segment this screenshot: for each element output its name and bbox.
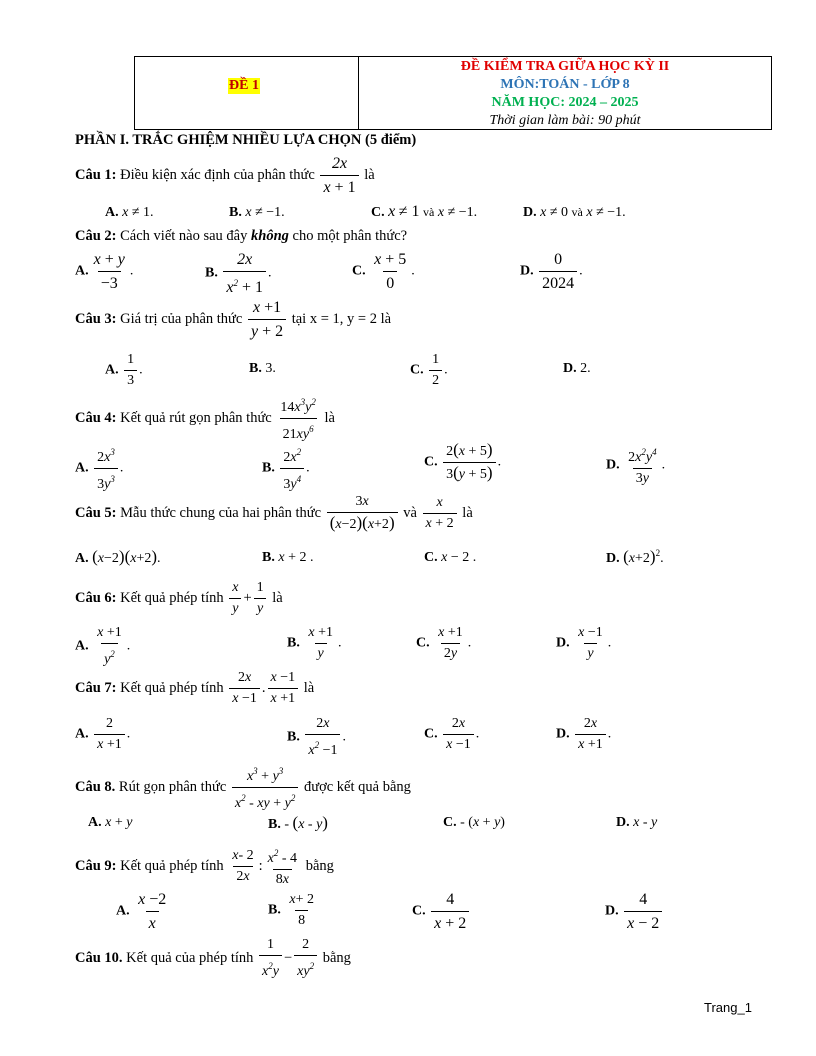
- option-a: A. (x−2)(x+2).: [75, 547, 161, 566]
- option-label: D.: [606, 551, 620, 566]
- exam-title: ĐỀ KIỂM TRA GIỮA HỌC KỲ II: [460, 59, 670, 74]
- question-label: Câu 7:: [75, 679, 117, 696]
- option-b: B. $\frac{x+ 2}{8}$: [268, 892, 314, 928]
- question-text: Rút gọn phân thức: [118, 778, 227, 795]
- option-a: A. $\frac{x +1}{y^2}$ .: [75, 625, 131, 667]
- question-2: [75, 228, 407, 245]
- fraction: $\frac{x +1}{y + 2}$: [248, 298, 286, 341]
- option-c: C. $\frac{x +1}{2y}$ .: [416, 625, 472, 661]
- question-text: Kết quả rút gọn phân thức: [120, 409, 272, 426]
- option-label: B.: [229, 205, 242, 220]
- option-b: B. $\frac{2x}{x^2 + 1}$ .: [205, 251, 272, 296]
- question-9: Câu 9: Kết quả phép tính $\frac{x- 2}{2x}$ : $\frac{x^2 - 4}{8x}$ bằng: [75, 845, 334, 888]
- question-label: Câu 8.: [75, 778, 116, 795]
- option-a: A. $\frac{2x^3}{3y^3}$ .: [75, 447, 124, 492]
- option-c: C. $\frac{4}{x + 2}$: [412, 890, 471, 933]
- question-text: Giá trị của phân thức: [120, 310, 243, 327]
- option-c: C. - (x + y): [443, 815, 505, 830]
- fraction: $\frac{3x}{(x-2)(x+2)}$: [327, 494, 398, 533]
- option-label: D.: [556, 726, 570, 742]
- option-label: D.: [556, 635, 570, 651]
- option-label: C.: [371, 205, 385, 220]
- fraction: $\frac{14x^3y^2}{21xy^6}$: [280, 397, 316, 442]
- fraction: $\frac{1}{x^2y}$: [259, 937, 282, 980]
- and-text: và: [423, 205, 435, 219]
- question-label: Câu 10.: [75, 949, 123, 966]
- option-d: D. $\frac{x -1}{y}$ .: [556, 625, 612, 661]
- option-d: D. $\frac{2x^2y^4}{3y}$ .: [606, 447, 666, 486]
- question-label: Câu 5:: [75, 504, 117, 521]
- option-a: A. $\frac{x -2}{x}$: [116, 891, 167, 932]
- question-3: [75, 298, 391, 341]
- option-label: B.: [262, 460, 275, 476]
- question-text: Cách viết nào sau đây: [120, 228, 248, 244]
- option-label: A.: [105, 362, 119, 378]
- question-text-mid: và: [403, 504, 417, 521]
- exam-info-cell: [359, 57, 771, 130]
- option-label: B.: [287, 729, 300, 745]
- question-label: Câu 4:: [75, 409, 117, 426]
- option-b: B. $\frac{x +1}{y}$ .: [287, 625, 342, 661]
- option-c: C. x ≠ 1 và x ≠ −1.: [371, 203, 478, 220]
- exam-year: NĂM HỌC: 2024 – 2025: [491, 95, 639, 110]
- option-d: D. x ≠ 0 và x ≠ −1.: [523, 205, 626, 220]
- option-c: C. $\frac{2(x + 5)}{3(y + 5)}$ .: [424, 440, 502, 482]
- option-label: D.: [523, 205, 537, 220]
- question-text-after: là: [324, 409, 335, 426]
- option-label: B.: [268, 817, 281, 832]
- question-text-after: cho một phân thức?: [292, 228, 408, 244]
- option-label: B.: [268, 902, 281, 918]
- question-text: Kết quả của phép tính: [126, 949, 254, 966]
- fraction: $\frac{2x}{x + 1}$: [320, 154, 358, 197]
- question-4: [75, 394, 335, 443]
- question-text-after: bằng: [322, 949, 351, 966]
- question-text: Kết quả phép tính: [120, 589, 224, 606]
- question-10: Câu 10. Kết quả của phép tính $\frac{1}{x^2y}$ − $\frac{2}{xy^2}$ bằng: [75, 937, 351, 979]
- question-text-after: được kết quả bằng: [303, 778, 411, 795]
- option-a: A. x + y: [88, 815, 133, 830]
- option-a: A. $\frac{1}{3}$ .: [105, 352, 143, 388]
- fraction: $\frac{2x}{x -1}$: [229, 670, 260, 707]
- question-1: [75, 154, 375, 197]
- option-b: B. x + 2 .: [262, 550, 314, 565]
- option-b: B. - (x - y): [268, 813, 328, 832]
- question-text-after: là: [364, 166, 375, 183]
- question-label: Câu 2:: [75, 228, 117, 244]
- option-a: A. $\frac{2}{x +1}$ .: [75, 716, 131, 752]
- question-text: Mẫu thức chung của hai phân thức: [120, 504, 322, 521]
- question-8: [75, 763, 411, 812]
- question-text: Điều kiện xác định của phân thức: [120, 166, 315, 183]
- option-label: D.: [605, 903, 619, 919]
- exam-duration: Thời gian làm bài: 90 phút: [489, 113, 641, 128]
- option-label: B.: [262, 550, 275, 565]
- option-d: D. $\frac{2x}{x +1}$ .: [556, 716, 612, 752]
- fraction: $\frac{x}{x + 2}$: [423, 495, 457, 532]
- option-label: C.: [424, 550, 438, 565]
- option-label: B.: [287, 635, 300, 651]
- option-label: C.: [416, 635, 430, 651]
- option-d: D. 2.: [563, 361, 591, 376]
- option-d: D. $(x+2)^2$.: [606, 547, 664, 566]
- option-label: C.: [412, 903, 426, 919]
- option-d: D. $\frac{0}{2024}$ .: [520, 251, 583, 292]
- option-label: C.: [443, 815, 457, 830]
- fraction: $\frac{1}{y}$: [254, 580, 267, 617]
- question-text: Kết quả phép tính: [120, 857, 224, 874]
- exam-code-cell: [135, 57, 359, 129]
- question-emphasis: không: [251, 228, 289, 244]
- option-b: B. $\frac{2x^2}{3y^4}$ .: [262, 447, 310, 492]
- question-label: Câu 9:: [75, 857, 117, 874]
- and-text: và: [571, 205, 583, 219]
- option-label: B.: [249, 361, 262, 376]
- option-c: C. $\frac{2x}{x -1}$ .: [424, 716, 480, 752]
- exam-code: ĐỀ 1: [229, 78, 259, 93]
- question-text-after: tại x = 1, y = 2 là: [291, 310, 392, 327]
- option-label: A.: [75, 638, 89, 654]
- question-text-after: là: [303, 679, 315, 696]
- fraction: $\frac{x- 2}{2x}$: [232, 848, 254, 884]
- option-d: D. x - y: [616, 815, 658, 830]
- option-label: D.: [563, 361, 577, 376]
- option-d: D. $\frac{4}{x - 2}$: [605, 890, 664, 933]
- exam-header-table: [134, 56, 772, 130]
- fraction: $\frac{x}{y}$: [229, 580, 241, 617]
- question-label: Câu 1:: [75, 166, 117, 183]
- option-a: A. $\frac{x + y}{-3}$ .: [75, 251, 134, 292]
- question-6: Câu 6: Kết quả phép tính $\frac{x}{y}$ + $\frac{1}{y}$ là: [75, 580, 283, 616]
- page-number: Trang_1: [704, 1000, 752, 1015]
- question-text-after: bằng: [305, 857, 334, 874]
- fraction: $\frac{2}{xy^2}$: [294, 937, 317, 980]
- option-label: D.: [606, 457, 620, 473]
- option-b: B. 3.: [249, 361, 276, 376]
- option-c: C. $\frac{1}{2}$ .: [410, 352, 448, 388]
- option-label: C.: [424, 726, 438, 742]
- fraction: $\frac{x^3 + y^3}{x^2 - xy + y^2}$: [232, 763, 298, 812]
- section-title: PHẦN I. TRẮC GHIỆM NHIỀU LỰA CHỌN (5 điểm): [75, 132, 417, 148]
- option-label: A.: [75, 263, 89, 279]
- option-a: A. x ≠ 1.: [105, 205, 154, 220]
- question-text: Kết quả phép tính: [120, 679, 224, 696]
- question-label: Câu 6:: [75, 589, 117, 606]
- option-label: A.: [75, 726, 89, 742]
- option-label: D.: [616, 815, 630, 830]
- fraction: $\frac{x -1}{x +1}$: [268, 670, 299, 707]
- option-label: D.: [520, 263, 534, 279]
- option-c: C. $\frac{x + 5}{0}$ .: [352, 251, 415, 292]
- option-b: B. $\frac{2x}{x^2 -1}$ .: [287, 716, 346, 758]
- option-c: C. x − 2 .: [424, 550, 477, 565]
- option-label: A.: [88, 815, 102, 830]
- option-label: A.: [116, 903, 130, 919]
- option-label: A.: [75, 460, 89, 476]
- question-7: Câu 7: Kết quả phép tính $\frac{2x}{x -1}$ . $\frac{x -1}{x +1}$ là: [75, 670, 315, 706]
- fraction: $\frac{x^2 - 4}{8x}$: [267, 848, 298, 887]
- option-label: C.: [424, 454, 438, 470]
- option-label: B.: [205, 265, 218, 281]
- question-5: [75, 494, 473, 533]
- question-label: Câu 3:: [75, 310, 117, 327]
- exam-subject: MÔN:TOÁN - LỚP 8: [500, 77, 630, 92]
- option-label: C.: [410, 362, 424, 378]
- question-text-after: là: [272, 589, 283, 606]
- option-label: C.: [352, 263, 366, 279]
- question-text-after: là: [462, 504, 473, 521]
- option-label: A.: [105, 205, 119, 220]
- option-label: A.: [75, 551, 89, 566]
- option-b: B. x ≠ −1.: [229, 205, 285, 220]
